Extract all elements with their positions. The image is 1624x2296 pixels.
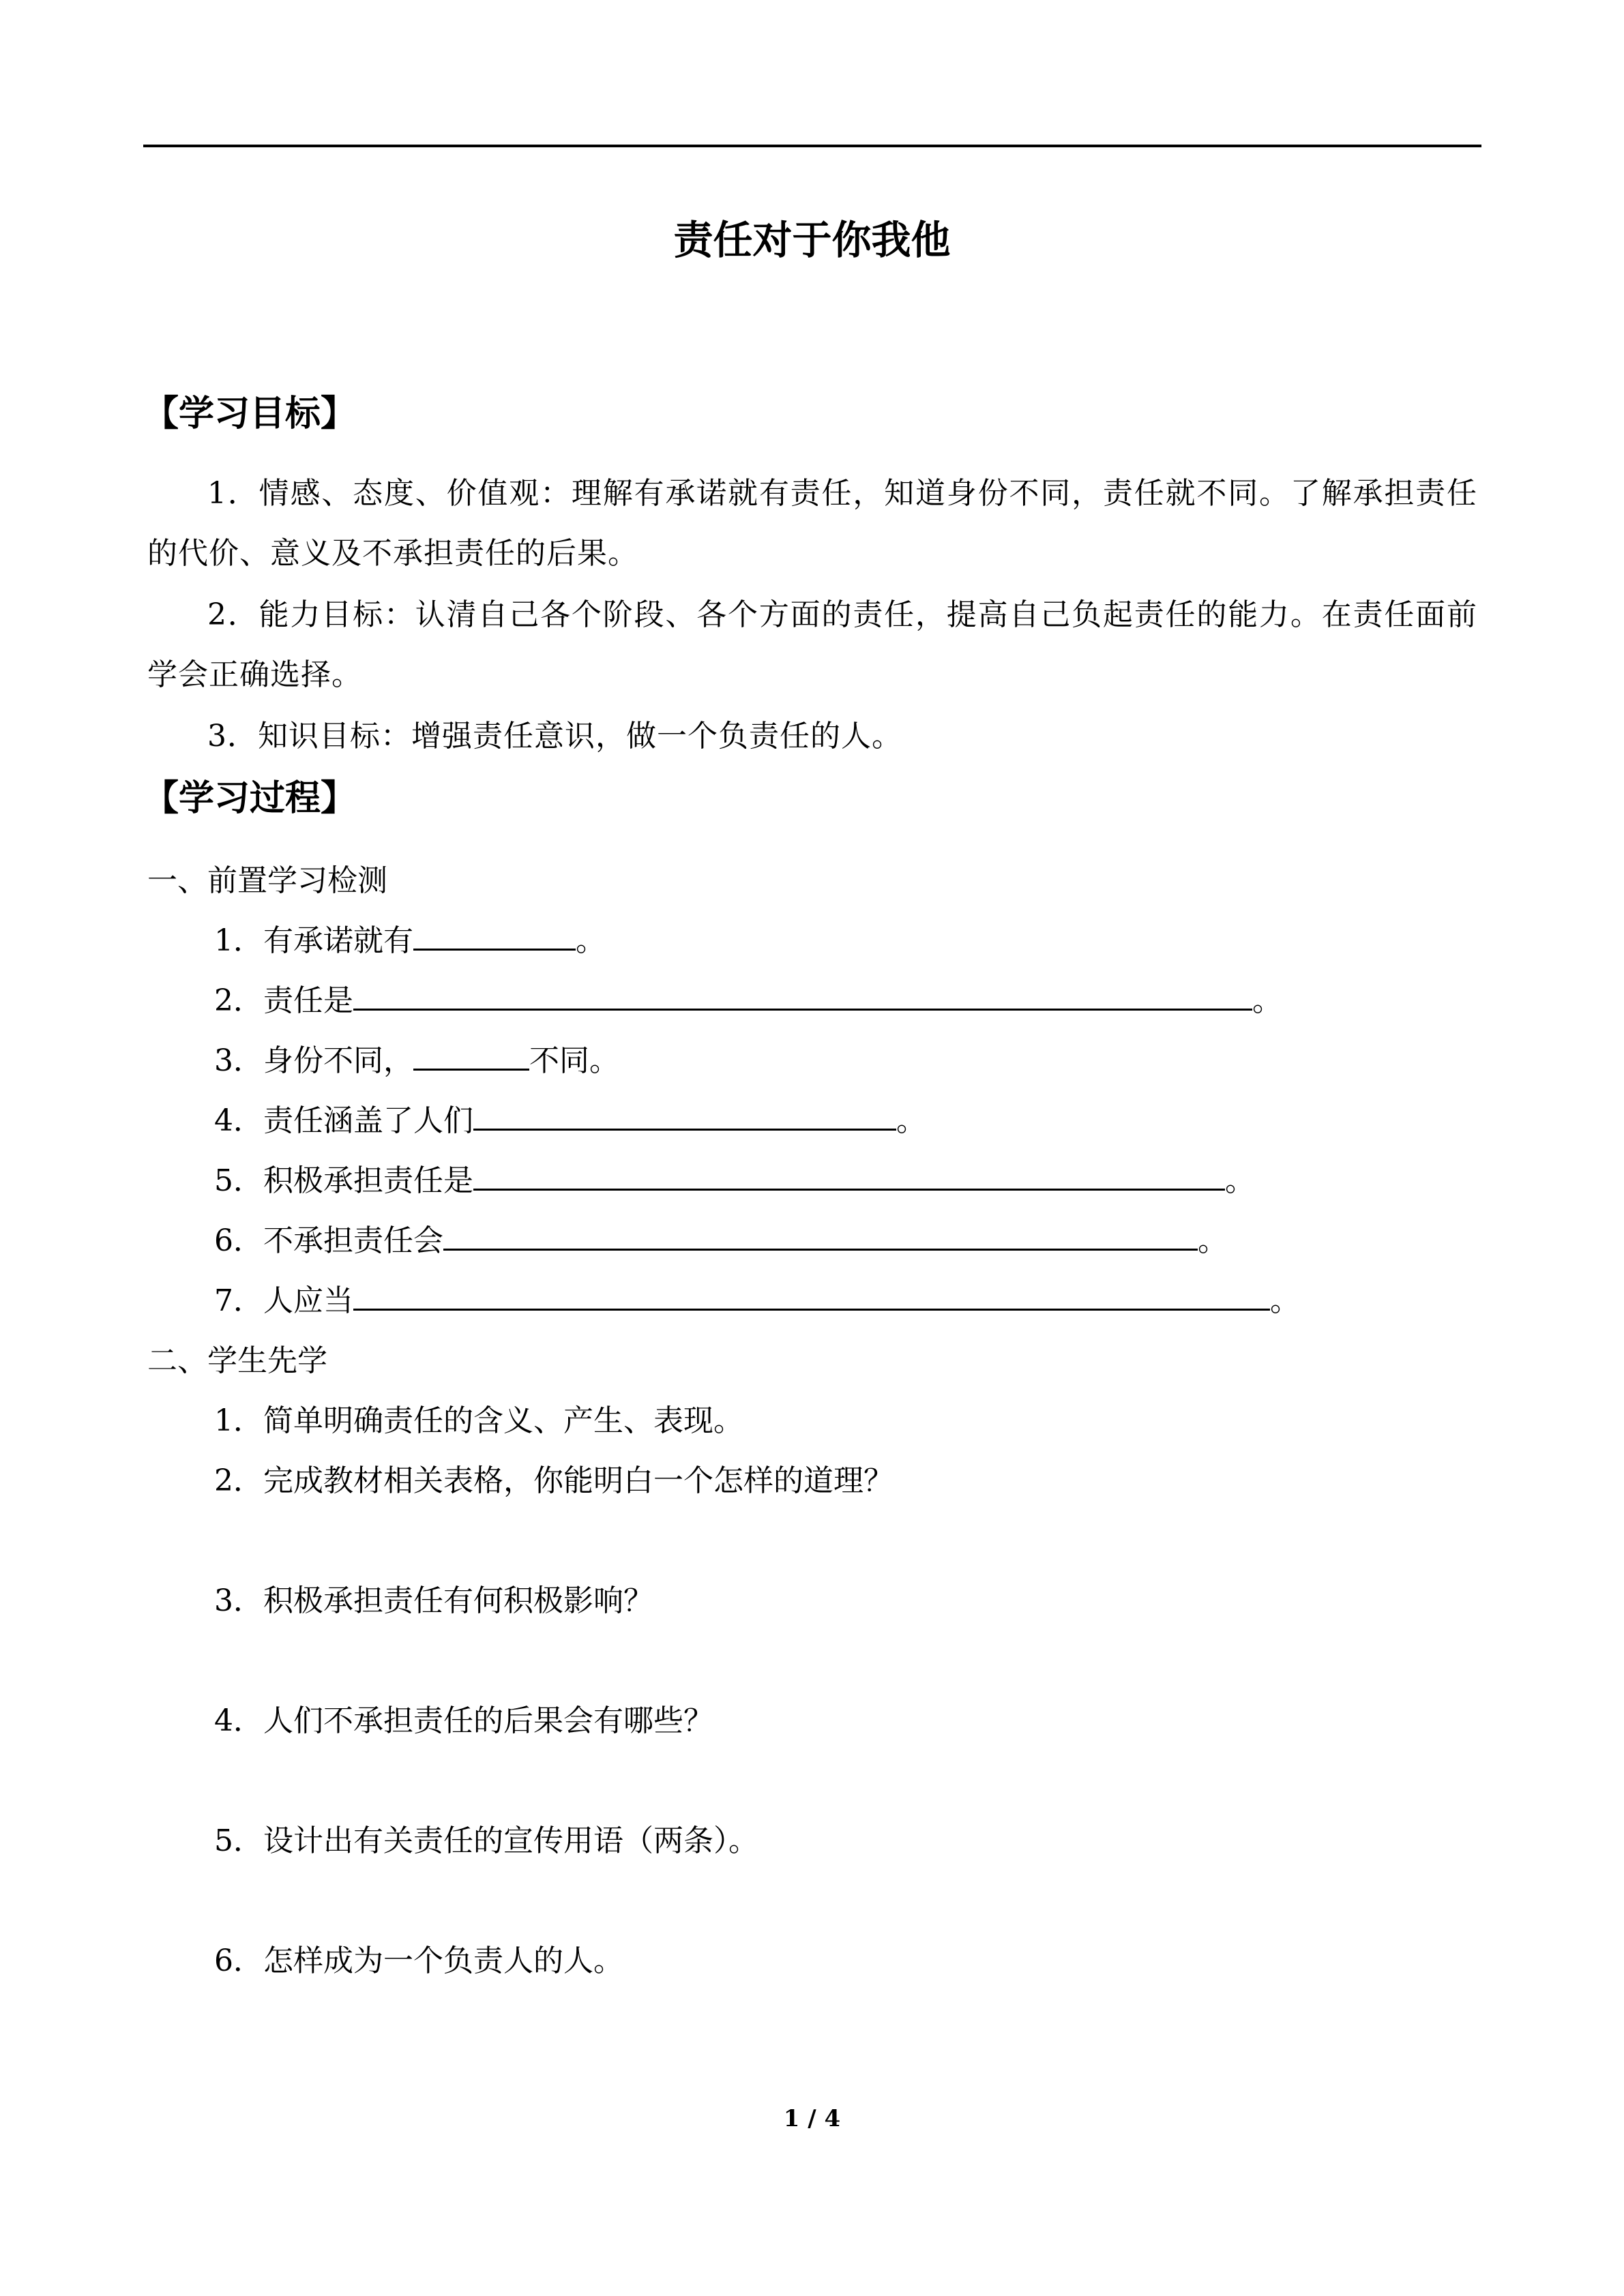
quiz-item-6-end: 。 (1198, 1223, 1228, 1258)
quiz-item-4-end: 。 (896, 1103, 926, 1138)
quiz-item-3-end: 不同。 (529, 1043, 619, 1078)
quiz-item-7-end: 。 (1270, 1283, 1300, 1318)
quiz-item-4-blank[interactable] (473, 1101, 896, 1131)
objective-item-3: 3．知识目标：增强责任意识，做一个负责任的人。 (207, 719, 902, 754)
quiz-item-7-blank[interactable] (353, 1281, 1270, 1311)
quiz-item-2-prompt: 2．责任是 (214, 983, 353, 1018)
quiz-item-5 (214, 1161, 1255, 1202)
quiz-item-1-blank[interactable] (413, 921, 576, 951)
objective-item-2: 2．能力目标：认清自己各个阶段、各个方面的责任，提高自己负起责任的能力。在责任面前学会正确选择。 (147, 597, 1477, 692)
study-question-4: 4．人们不承担责任的后果会有哪些？ (214, 1703, 713, 1738)
page-number: 1 / 4 (783, 2105, 841, 2132)
objectives-heading: 【学习目标】 (143, 393, 357, 434)
document-title: 责任对于你我他 (673, 217, 951, 263)
quiz-item-1-end: 。 (576, 923, 606, 958)
quiz-item-4 (214, 1101, 926, 1142)
quiz-item-5-blank[interactable] (473, 1161, 1225, 1191)
study-question-1: 1．简单明确责任的含义、产生、表现。 (214, 1403, 743, 1438)
quiz-item-2-end: 。 (1252, 983, 1282, 1018)
quiz-item-1 (214, 921, 606, 961)
quiz-item-3-prompt: 3．身份不同， (214, 1043, 413, 1078)
study-question-5: 5．设计出有关责任的宣传用语（两条）。 (214, 1823, 758, 1858)
quiz-item-6-blank[interactable] (443, 1221, 1198, 1251)
quiz-item-2-blank[interactable] (353, 981, 1252, 1011)
header-rule (143, 145, 1481, 147)
study-question-3: 3．积极承担责任有何积极影响？ (214, 1583, 653, 1618)
objective-item-1: 1．情感、态度、价值观：理解有承诺就有责任，知道身份不同，责任就不同。了解承担责任的代价、意义及不承担责任的后果。 (147, 476, 1477, 571)
quiz-item-5-prompt: 5．积极承担责任是 (214, 1163, 473, 1198)
quiz-item-6 (214, 1221, 1228, 1262)
quiz-item-2 (214, 981, 1282, 1022)
quiz-item-7 (214, 1281, 1300, 1322)
part1-title: 一、前置学习检测 (147, 863, 387, 898)
part2-title: 二、学生先学 (147, 1343, 327, 1378)
quiz-item-7-prompt: 7．人应当 (214, 1283, 353, 1318)
process-heading: 【学习过程】 (143, 777, 357, 819)
quiz-item-4-prompt: 4．责任涵盖了人们 (214, 1103, 473, 1138)
quiz-item-1-prompt: 1．有承诺就有 (214, 923, 413, 958)
quiz-item-3 (214, 1041, 619, 1082)
study-question-2: 2．完成教材相关表格，你能明白一个怎样的道理？ (214, 1463, 894, 1498)
quiz-item-6-prompt: 6．不承担责任会 (214, 1223, 443, 1258)
quiz-item-5-end: 。 (1225, 1163, 1255, 1198)
study-question-6: 6．怎样成为一个负责人的人。 (214, 1943, 623, 1978)
quiz-item-3-blank[interactable] (413, 1041, 529, 1071)
